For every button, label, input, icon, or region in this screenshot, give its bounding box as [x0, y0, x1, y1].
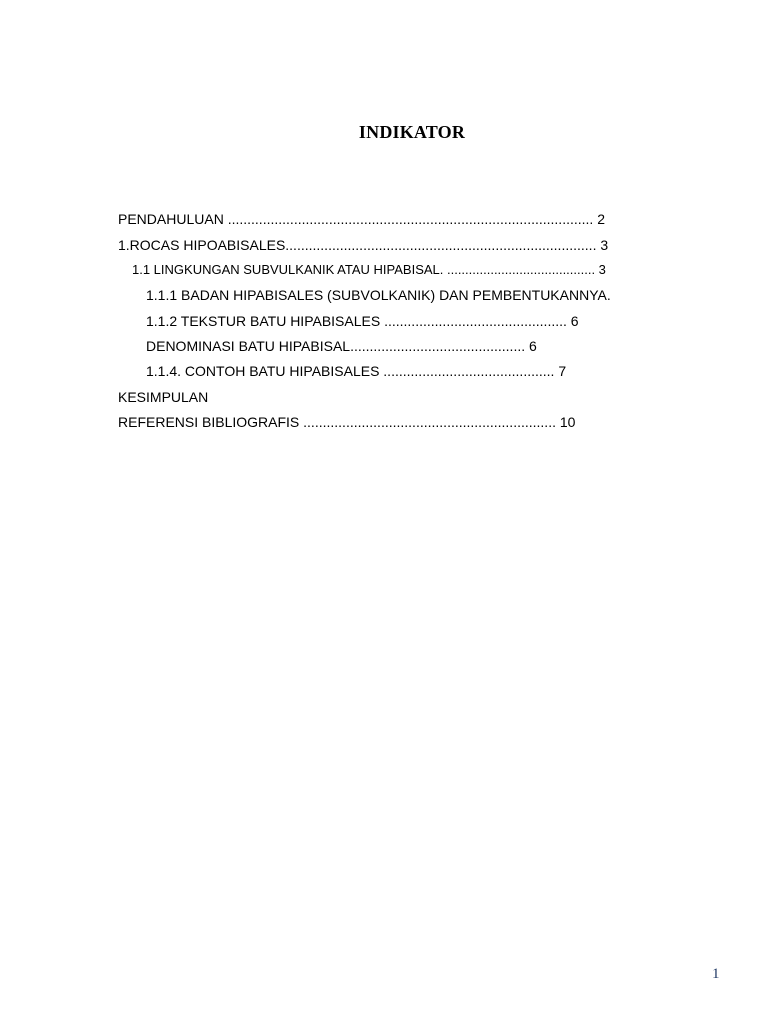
toc-entry-rocas-hipoabisales: 1.ROCAS HIPOABISALES................................................................................ 3 [118, 237, 609, 253]
page-number: 1 [712, 966, 720, 982]
toc-entry-pendahuluan: PENDAHULUAN .............................................................................................. 2 [118, 211, 605, 227]
toc-entry-lingkungan-subvulkanik: 1.1 LINGKUNGAN SUBVULKANIK ATAU HIPABISAL. ......................................... 3 [132, 262, 606, 277]
toc-entry-contoh-batu: 1.1.4. CONTOH BATU HIPABISALES ............................................ 7 [146, 363, 567, 379]
toc-entry-tekstur-batu: 1.1.2 TEKSTUR BATU HIPABISALES ............................................... 6 [146, 313, 579, 329]
toc-entry-referensi-bibliografis: REFERENSI BIBLIOGRAFIS ................................................................. 10 [118, 414, 576, 430]
page-title: INDIKATOR [358, 122, 466, 142]
toc-entry-denominasi-batu: DENOMINASI BATU HIPABISAL............................................. 6 [146, 338, 537, 354]
toc-entry-badan-hipabisales: 1.1.1 BADAN HIPABISALES (SUBVOLKANIK) DAN PEMBENTUKANNYA. [146, 287, 611, 303]
toc-entry-kesimpulan: KESIMPULAN [118, 389, 209, 405]
